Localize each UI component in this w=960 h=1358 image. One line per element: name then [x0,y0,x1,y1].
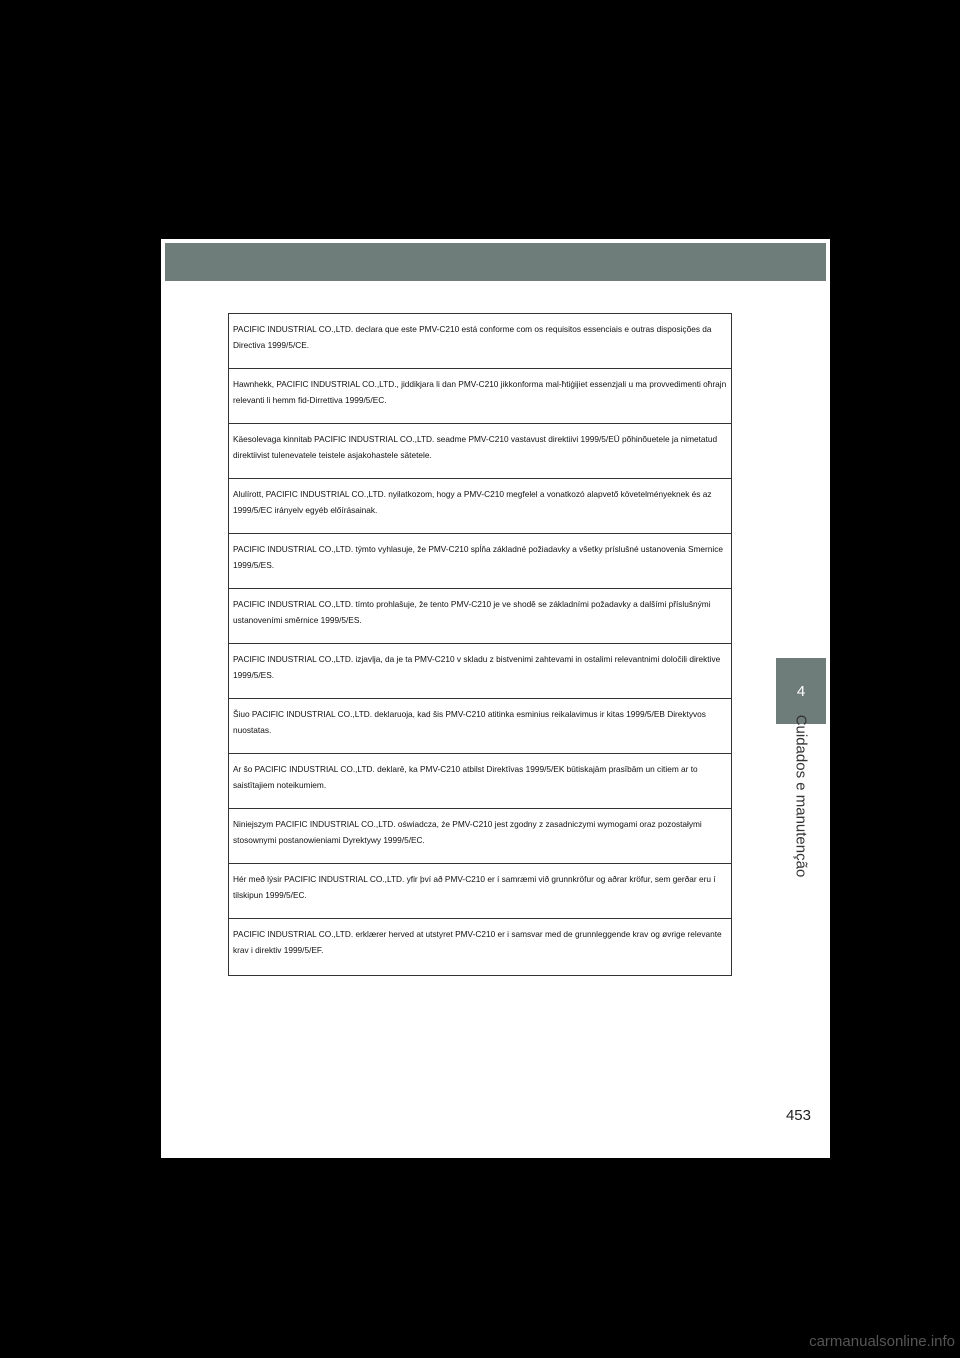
declaration-icelandic: Hér með lýsir PACIFIC INDUSTRIAL CO.,LTD. yfir því að PMV-C210 er í samræmi við grunnkröfur og aðrar kröfur, sem gerðar eru í tilskipun 1999/5/EC. [229,864,731,919]
declaration-polish: Niniejszym PACIFIC INDUSTRIAL CO.,LTD. oświadcza, że PMV-C210 jest zgodny z zasadniczymi wymogami oraz pozostałymi stosownymi postanowieniami Dyrektywy 1999/5/EC. [229,809,731,864]
declaration-czech: PACIFIC INDUSTRIAL CO.,LTD. tímto prohlašuje, že tento PMV-C210 je ve shodě se základními požadavky a dalšími příslušnými ustanoveními směrnice 1999/5/ES. [229,589,731,644]
declaration-table [228,313,732,976]
manual-page [161,239,830,1158]
declaration-norwegian: PACIFIC INDUSTRIAL CO.,LTD. erklærer herved at utstyret PMV-C210 er i samsvar med de grunnleggende krav og øvrige relevante krav i direktiv 1999/5/EF. [233,929,722,955]
chapter-title: Cuidados e manutenção [792,714,810,878]
declaration-portuguese: PACIFIC INDUSTRIAL CO.,LTD. declara que este PMV-C210 está conforme com os requisitos essenciais e outras disposições da Directiva 1999/5/CE. [229,314,731,369]
page-number: 453 [785,1107,811,1124]
site-watermark: carmanualsonline.info [809,1333,955,1350]
chapter-number-tab: 4 [776,658,826,724]
declaration-estonian: Käesolevaga kinnitab PACIFIC INDUSTRIAL CO.,LTD. seadme PMV-C210 vastavust direktiivi 1999/5/EÜ põhinõuetele ja nimetatud direktiivist tulenevatele teistele asjakohastele sätetele. [229,424,731,479]
page-header-bar [165,243,826,281]
declaration-lithuanian: Šiuo PACIFIC INDUSTRIAL CO.,LTD. deklaruoja, kad šis PMV-C210 atitinka esminius reikalavimus ir kitas 1999/5/EB Direktyvos nuostatas. [229,699,731,754]
declaration-maltese: Hawnhekk, PACIFIC INDUSTRIAL CO.,LTD., jiddikjara li dan PMV-C210 jikkonforma mal-ħtiġijiet essenzjali u ma provvedimenti oħrajn relevanti li hemm fid-Dirrettiva 1999/5/EC. [229,369,731,424]
declaration-slovak: PACIFIC INDUSTRIAL CO.,LTD. týmto vyhlasuje, že PMV-C210 spĺňa základné požiadavky a všetky príslušné ustanovenia Smernice 1999/5/ES. [229,534,731,589]
declaration-latvian: Ar šo PACIFIC INDUSTRIAL CO.,LTD. deklarē, ka PMV-C210 atbilst Direktīvas 1999/5/EK būtiskajām prasībām un citiem ar to saistītajiem noteikumiem. [229,754,731,809]
declaration-slovenian: PACIFIC INDUSTRIAL CO.,LTD. izjavlja, da je ta PMV-C210 v skladu z bistvenimi zahtevami in ostalimi relevantnimi določili direktive 1999/5/ES. [229,644,731,699]
declaration-hungarian: Alulírott, PACIFIC INDUSTRIAL CO.,LTD. nyilatkozom, hogy a PMV-C210 megfelel a vonatkozó alapvető követelményeknek és az 1999/5/EC irányelv egyéb előírásainak. [229,479,731,534]
